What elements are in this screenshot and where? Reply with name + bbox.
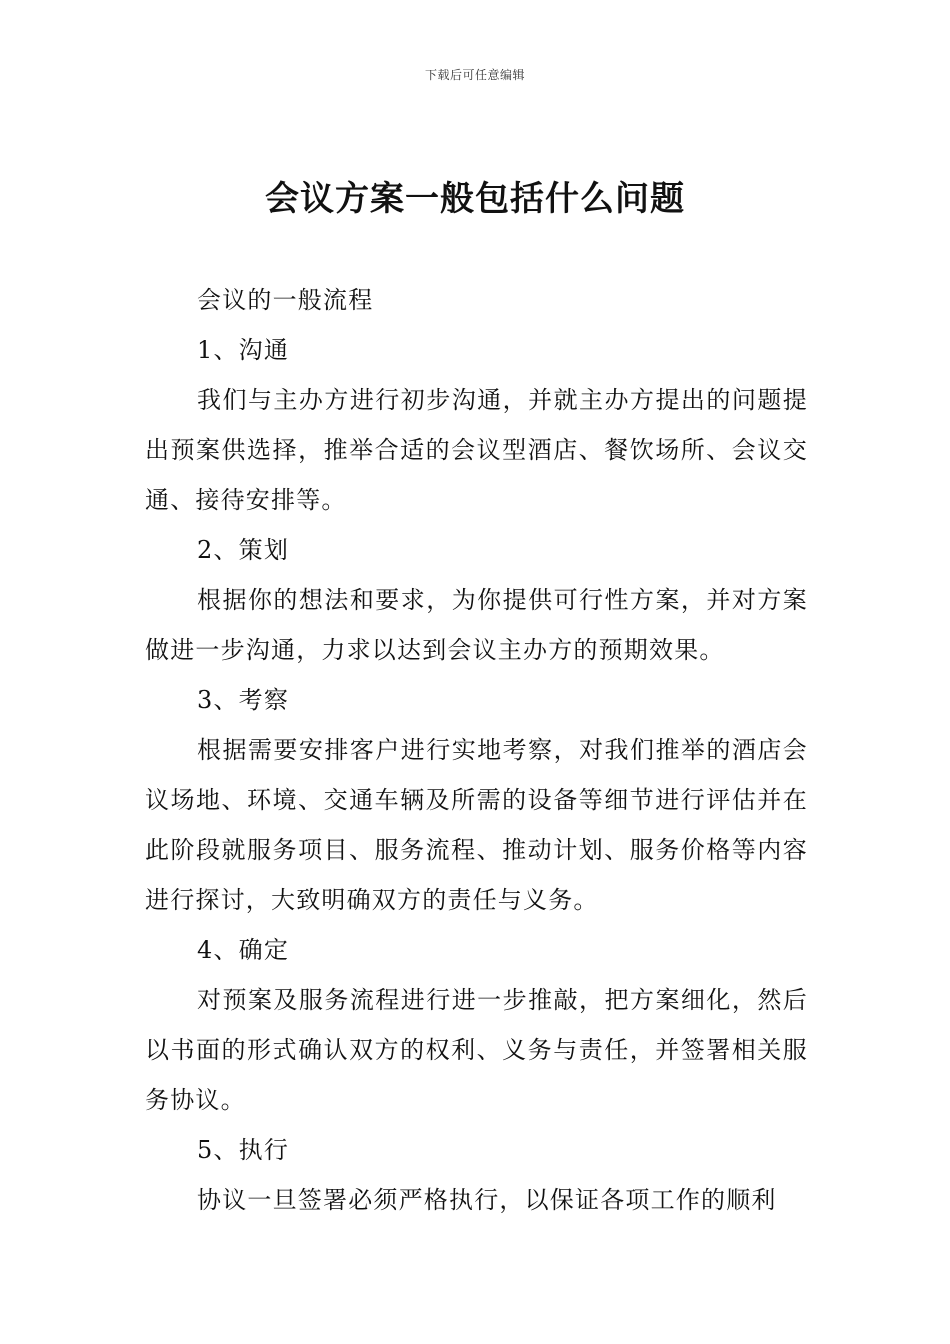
paragraph: 我们与主办方进行初步沟通，并就主办方提出的问题提出预案供选择，推举合适的会议型酒店、餐饮场所、会议交通、接待安排等。	[145, 386, 808, 514]
section-intro: 会议的一般流程	[197, 286, 374, 314]
section-heading: 3、考察	[197, 686, 290, 714]
document-body	[145, 275, 808, 1225]
paragraph: 对预案及服务流程进行进一步推敲，把方案细化，然后以书面的形式确认双方的权利、义务与责任，并签署相关服务协议。	[145, 986, 808, 1114]
section-heading: 4、确定	[197, 936, 290, 964]
paragraph: 协议一旦签署必须严格执行，以保证各项工作的顺利	[197, 1186, 777, 1214]
paragraph: 根据需要安排客户进行实地考察，对我们推举的酒店会议场地、环境、交通车辆及所需的设备等细节进行评估并在此阶段就服务项目、服务流程、推动计划、服务价格等内容进行探讨，大致明确双方的责任与义务。	[145, 736, 808, 914]
section-heading: 2、策划	[197, 536, 290, 564]
header-note: 下载后可任意编辑	[424, 68, 525, 82]
page-title: 会议方案一般包括什么问题	[265, 179, 685, 219]
section-heading: 1、沟通	[197, 336, 290, 364]
paragraph: 根据你的想法和要求，为你提供可行性方案，并对方案做进一步沟通，力求以达到会议主办方的预期效果。	[145, 586, 808, 664]
section-heading: 5、执行	[197, 1136, 290, 1164]
